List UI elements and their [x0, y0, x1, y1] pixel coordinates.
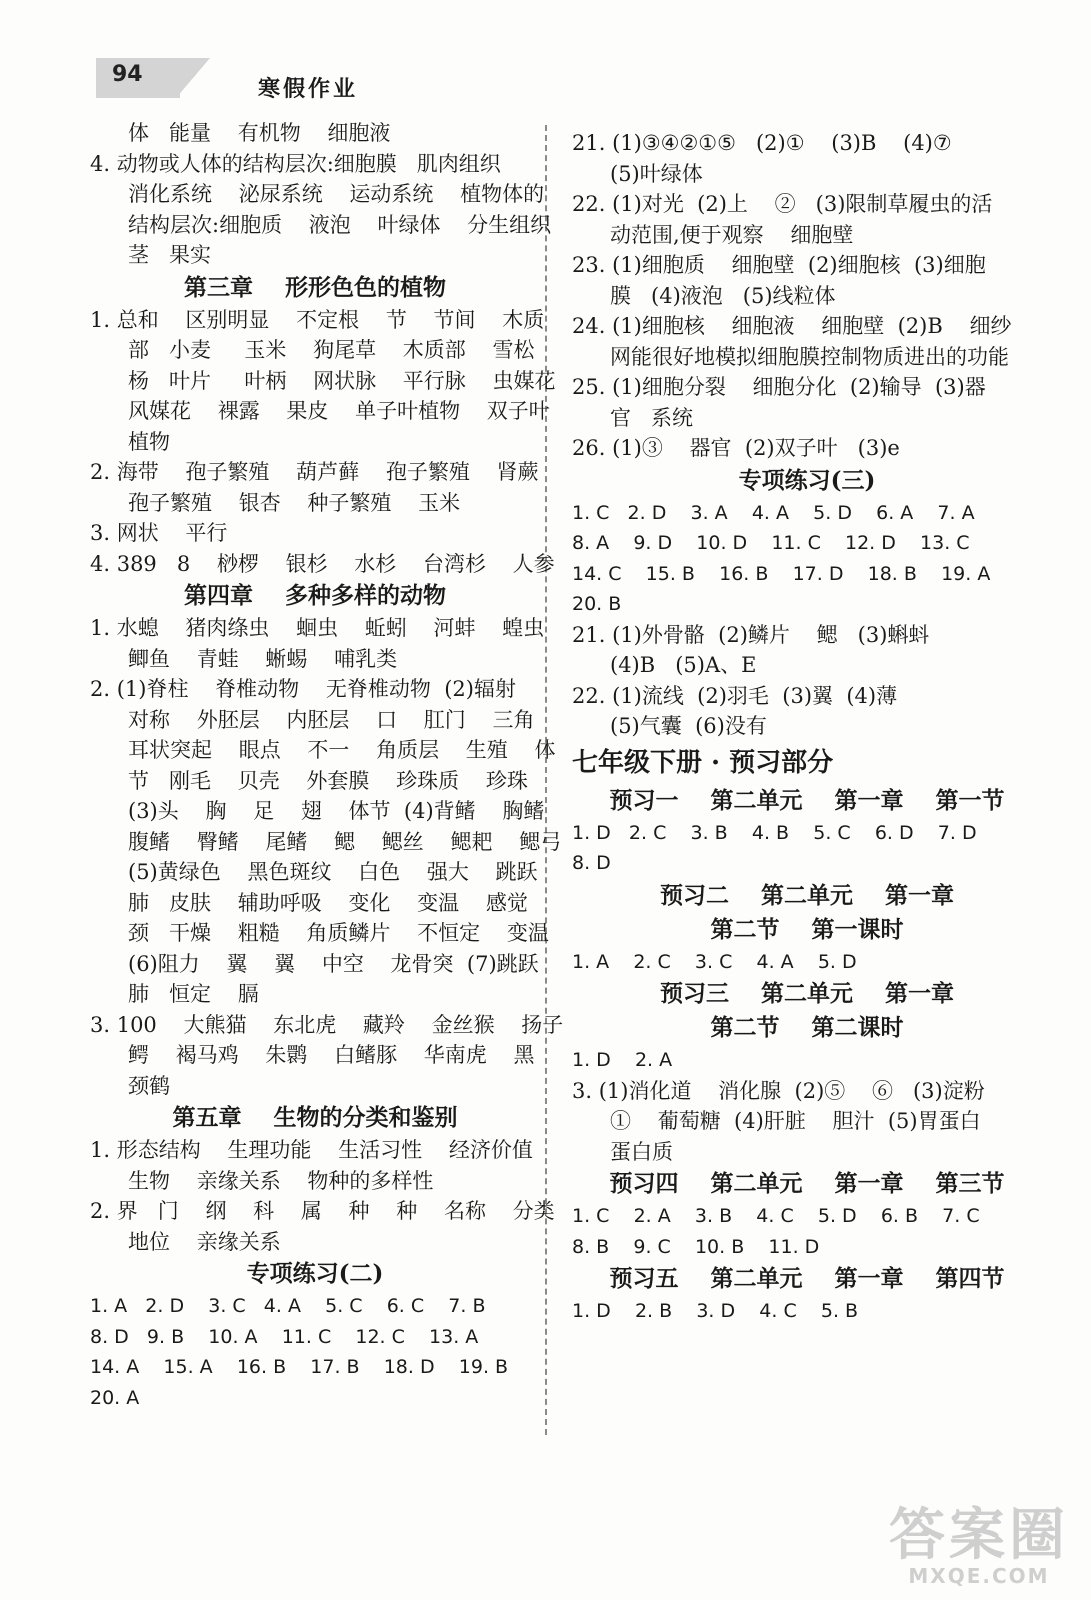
answer-line: 4. 389 8 桫椤 银杉 水杉 台湾杉 人参 [90, 551, 555, 576]
answer-line: 消化系统 泌尿系统 运动系统 植物体的 [128, 182, 545, 206]
answer-line: 腹鳍 臀鳍 尾鳍 鳃 鳃丝 鳃耙 鳃弓 [128, 829, 562, 854]
chapter-heading-4: 第四章 多种多样的动物 [183, 582, 447, 609]
answer-line: 生物 亲缘关系 物种的多样性 [128, 1168, 434, 1193]
page-header [0, 0, 1091, 110]
choice-answers-line: 8. D [572, 852, 611, 874]
choice-answers-line: 20. A [90, 1386, 140, 1409]
page-number-tab-corner [176, 58, 210, 98]
answer-line: 24. (1)细胞核 细胞液 细胞壁 (2)B 细纱 [572, 314, 1012, 338]
answer-line: 2. 海带 孢子繁殖 葫芦藓 孢子繁殖 肾蕨 [90, 460, 539, 484]
answer-line: 1. 水螅 猪肉绦虫 蛔虫 蚯蚓 河蚌 蝗虫 [90, 616, 545, 640]
answer-line: (6)阻力 翼 翼 中空 龙骨突 (7)跳跃 [128, 951, 539, 976]
answer-line: 26. (1)③ 器官 (2)双子叶 (3)e [572, 436, 900, 460]
choice-answers-line: 8. A 9. D 10. D 11. C 12. D 13. C [572, 532, 970, 554]
preview-heading-5: 预习五 第二单元 第一章 第四节 [609, 1265, 1005, 1292]
answer-line: 植物 [128, 429, 170, 454]
answer-line: 茎 果实 [128, 243, 212, 267]
answer-line: 4. 动物或人体的结构层次:细胞膜 肌肉组织 [90, 151, 501, 176]
answer-line: 2. (1)脊柱 脊椎动物 无脊椎动物 (2)辐射 [90, 677, 516, 701]
choice-answers-line: 1. D 2. B 3. D 4. C 5. B [572, 1300, 859, 1322]
preview-heading-3: 预习三 第二单元 第一章 [659, 980, 955, 1007]
answer-line: 节 刚毛 贝壳 外套膜 珍珠质 珍珠 [128, 768, 528, 793]
right-column [572, 128, 1042, 1327]
answer-line: 网能很好地模拟细胞膜控制物质进出的功能 [610, 344, 1009, 369]
answer-line: 21. (1)外骨骼 (2)鳞片 鳃 (3)蝌蚪 [572, 622, 930, 647]
choice-answers-line: 1. C 2. D 3. A 4. A 5. D 6. A 7. A [572, 501, 975, 524]
answer-line: 肺 皮肤 辅助呼吸 变化 变温 感觉 [128, 890, 528, 915]
answer-line: (5)叶绿体 [610, 161, 703, 186]
choice-answers-line: 1. A 2. C 3. C 4. A 5. D [572, 950, 857, 973]
answer-line: 膜 (4)液泡 (5)线粒体 [610, 283, 836, 308]
watermark-mark: 答案圈 [889, 1503, 1069, 1568]
choice-answers-line: 1. C 2. A 3. B 4. C 5. D 6. B 7. C [572, 1205, 980, 1227]
answer-line: (5)黄绿色 黑色斑纹 白色 强大 跳跃 [128, 860, 538, 884]
column-divider [545, 125, 547, 1435]
answer-line: 部 小麦 玉米 狗尾草 木质部 雪松 [128, 338, 535, 362]
answer-line: 25. (1)细胞分裂 细胞分化 (2)输导 (3)器 [572, 375, 986, 399]
choice-answers-line: 8. B 9. C 10. B 11. D [572, 1235, 820, 1258]
preview-heading-1: 预习一 第二单元 第一章 第一节 [609, 786, 1005, 814]
answer-line: 颈鹤 [128, 1073, 170, 1098]
answer-line: 鲫鱼 青蛙 蜥蜴 哺乳类 [128, 646, 398, 671]
special-practice-heading-3: 专项练习(三) [738, 466, 876, 494]
answer-line: 3. 网状 平行 [90, 521, 228, 545]
choice-answers-line: 1. D 2. C 3. B 4. B 5. C 6. D 7. D [572, 821, 977, 844]
chapter-heading-3: 第三章 形形色色的植物 [183, 273, 447, 301]
header-title: 寒假作业 [258, 77, 359, 102]
choice-answers-line: 1. D 2. A [572, 1049, 673, 1071]
answer-line: (4)B (5)A、E [610, 653, 757, 677]
answer-line: 鳄 褐马鸡 朱鹮 白鳍豚 华南虎 黑 [128, 1043, 535, 1067]
choice-answers-line: 1. A 2. D 3. C 4. A 5. C 6. C 7. B [90, 1295, 486, 1317]
special-practice-heading-2: 专项练习(二) [246, 1260, 384, 1287]
answer-line: 23. (1)细胞质 细胞壁 (2)细胞核 (3)细胞 [572, 253, 986, 277]
answer-line: 21. (1)③④②①⑤ (2)① (3)B (4)⑦ [572, 131, 952, 155]
answer-line: (5)气囊 (6)没有 [610, 714, 767, 738]
choice-answers-line: 20. B [572, 593, 622, 615]
preview-heading-2: 预习二 第二单元 第一章 [659, 881, 955, 909]
answer-line: 1. 形态结构 生理功能 生活习性 经济价值 [90, 1138, 533, 1162]
left-column [90, 118, 564, 1413]
answer-line: 地位 亲缘关系 [128, 1229, 281, 1254]
answer-line: 耳状突起 眼点 不一 角质层 生殖 体 [128, 738, 556, 762]
page-number: 94 [112, 62, 143, 87]
watermark-url: MXQE.COM [908, 1564, 1050, 1588]
answer-line: 结构层次:细胞质 液泡 叶绿体 分生组织 [128, 212, 552, 237]
preview-subheading-2: 第二节 第一课时 [710, 915, 904, 943]
answer-line: 22. (1)流线 (2)羽毛 (3)翼 (4)薄 [572, 683, 898, 708]
part-heading: 七年级下册 · 预习部分 [572, 747, 834, 778]
answer-line: 肺 恒定 膈 [128, 982, 259, 1006]
answer-line: (3)头 胸 足 翅 体节 (4)背鳍 胸鳍 [128, 799, 545, 823]
answer-line: 1. 总和 区别明显 不定根 节 节间 木质 [90, 307, 545, 332]
answer-line: 蛋白质 [610, 1139, 673, 1164]
chapter-heading-5: 第五章 生物的分类和鉴别 [172, 1104, 458, 1131]
watermark-logo [889, 1503, 1069, 1588]
answer-line: 动范围,便于观察 细胞壁 [610, 222, 854, 247]
answer-line: 颈 干燥 粗糙 角质鳞片 不恒定 变温 [128, 921, 549, 945]
answer-line: 22. (1)对光 (2)上 ② (3)限制草履虫的活 [572, 192, 993, 216]
answer-line: 3. 100 大熊猫 东北虎 藏羚 金丝猴 扬子 [90, 1012, 564, 1037]
preview-heading-4: 预习四 第二单元 第一章 第三节 [609, 1170, 1005, 1197]
answer-line: 对称 外胚层 内胚层 口 肛门 三角 [128, 707, 535, 732]
choice-answers-line: 14. C 15. B 16. B 17. D 18. B 19. A [572, 562, 991, 585]
preview-subheading-3: 第二节 第二课时 [710, 1014, 904, 1041]
answer-line: 孢子繁殖 银杏 种子繁殖 玉米 [128, 490, 461, 515]
answer-line: 风媒花 裸露 果皮 单子叶植物 双子叶 [128, 399, 550, 423]
answer-line: 官 系统 [610, 405, 694, 430]
answer-line: 2. 界 门 纲 科 属 种 种 名称 分类 [90, 1199, 555, 1223]
answer-line: 3. (1)消化道 消化腺 (2)⑤ ⑥ (3)淀粉 [572, 1078, 985, 1103]
answer-line: 体 能量 有机物 细胞液 [128, 121, 391, 145]
choice-answers-line: 8. D 9. B 10. A 11. C 12. C 13. A [90, 1325, 479, 1348]
answer-line: ① 葡萄糖 (4)肝脏 胆汁 (5)胃蛋白 [610, 1109, 981, 1133]
answer-line: 杨 叶片 叶柄 网状脉 平行脉 虫媒花 [128, 368, 556, 393]
choice-answers-line: 14. A 15. A 16. B 17. B 18. D 19. B [90, 1356, 509, 1378]
